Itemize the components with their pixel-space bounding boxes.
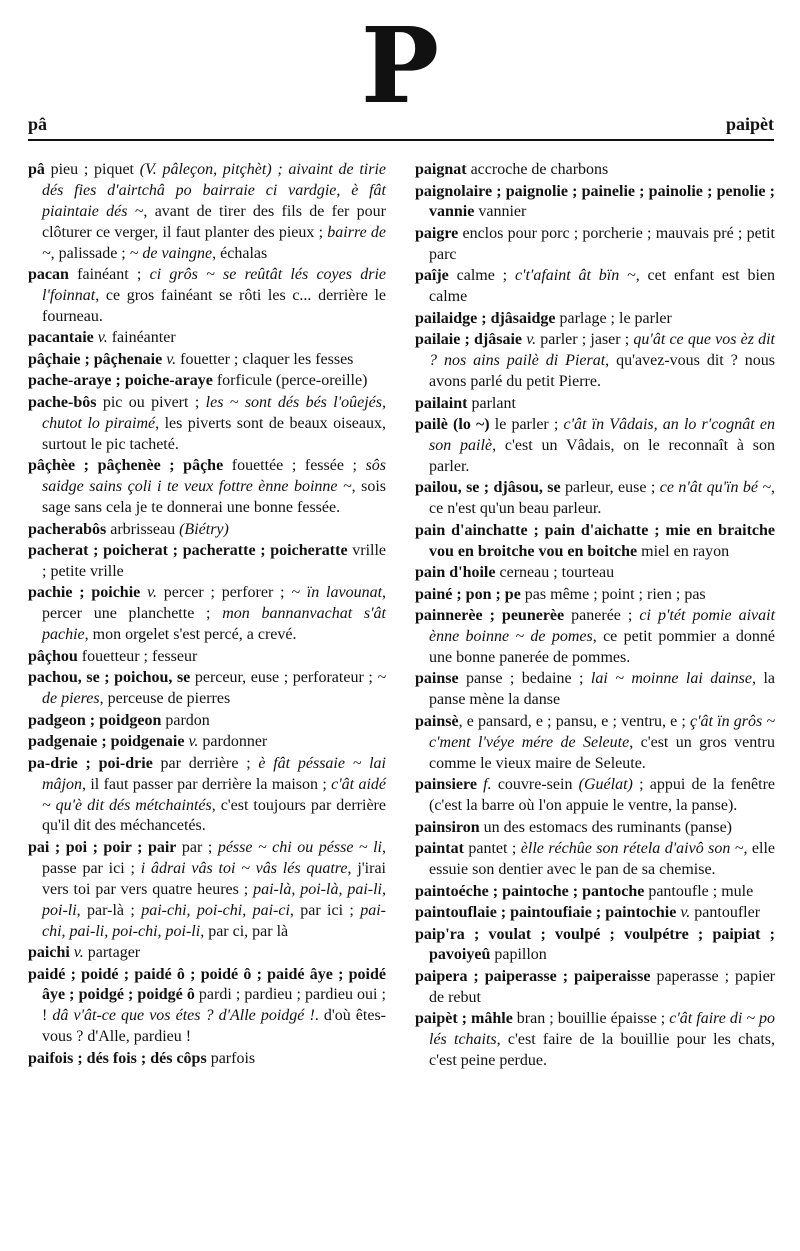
definition-text: parlage ; le parler bbox=[555, 309, 672, 327]
dictionary-entry bbox=[415, 882, 775, 903]
definition-text: ; appui de la fenêtre (c'est la barre où l'on appuie le ventre, la panse). bbox=[429, 776, 775, 815]
dictionary-entry bbox=[28, 328, 386, 349]
example-text: c'ât aidé ~ qu'è dit dés métchaintés bbox=[42, 775, 387, 814]
dictionary-entry bbox=[28, 393, 386, 456]
example-text: qu'ât ce que vos èz dit ? nos ains pailè di Pierat bbox=[429, 331, 776, 370]
definition-text: , ce n'est qu'un beau parleur. bbox=[429, 479, 776, 518]
example-text: c'ât ïn Vâdais, an lo r'cognât en son pailè bbox=[429, 416, 775, 454]
example-text: ci p'tét pomie aivait ènne boinne ~ de pomes bbox=[429, 607, 776, 646]
example-text: ~ de pieres bbox=[42, 669, 387, 708]
dictionary-entry bbox=[415, 903, 775, 924]
definition-text: panerée ; bbox=[564, 607, 640, 625]
dictionary-entry bbox=[415, 712, 775, 775]
definition-text: , ce petit pommier a donné une bonne panerée de pommes. bbox=[429, 628, 776, 666]
headword: paipèt ; mâhle bbox=[415, 1010, 513, 1028]
definition-text: paperasse ; papier de rebut bbox=[429, 967, 776, 1006]
definition-text: miel en rayon bbox=[637, 542, 730, 560]
example-text: c't'afaint ât bïn ~ bbox=[514, 267, 636, 285]
dictionary-entry bbox=[415, 818, 775, 839]
definition-text: , les piverts sont de beaux oiseaux, surtout le pic tacheté. bbox=[42, 414, 387, 453]
definition-text: parfois bbox=[206, 1049, 256, 1067]
definition-text: parler ; jaser ; bbox=[536, 331, 634, 349]
example-text: ci grôs ~ se reûtât lés coyes drie l'foinnat bbox=[42, 266, 387, 305]
definition-text: pardi ; pardieu ; pardieu oui ; ! bbox=[42, 986, 386, 1025]
dictionary-entry bbox=[28, 668, 386, 710]
headword: pâçhaie ; pâçhenaie bbox=[28, 350, 163, 368]
headword: padgeon ; poidgeon bbox=[28, 711, 162, 729]
definition-text: pantoufler bbox=[690, 904, 761, 921]
headword: pacherat ; poicherat ; pacheratte ; poicheratte bbox=[28, 542, 348, 560]
definition-text: , il faut passer par derrière la maison ; bbox=[82, 775, 332, 793]
section-letter: P bbox=[360, 4, 440, 127]
example-text: v. bbox=[166, 350, 177, 368]
definition-text: , c'est toujours par derrière qu'il dit des méchancetés. bbox=[42, 796, 386, 835]
dictionary-entry bbox=[415, 182, 775, 224]
dictionary-entry bbox=[28, 265, 386, 328]
definition-text: , c'est un gros ventru comme le vieux maire de Seleute. bbox=[429, 733, 775, 772]
example-text: c'ât faire di ~ po lés tchaits bbox=[429, 1010, 775, 1049]
dictionary-entry bbox=[28, 160, 386, 265]
example-text: pésse ~ chi ou pésse ~ li bbox=[217, 838, 383, 856]
dictionary-entry bbox=[28, 943, 386, 964]
dictionary-entry bbox=[28, 520, 386, 541]
headword: pacantaie bbox=[28, 329, 94, 347]
definition-text: , c'est faire de la bouillie pour les chats, c'est peine perdue. bbox=[429, 1031, 776, 1070]
dictionary-entry bbox=[415, 266, 775, 308]
example-text: ~ ïn lavounat bbox=[291, 584, 383, 602]
definition-text: , j'irai vers toi par vers quatre heures ; bbox=[42, 859, 386, 898]
headword: paip'ra ; voulat ; voulpé ; voulpétre ; paipiat ; pavoiyeû bbox=[415, 925, 775, 964]
definition-text: fouetteur ; fesseur bbox=[77, 647, 198, 665]
headword: pache-bôs bbox=[28, 393, 97, 411]
definition-text: fouetter ; claquer les fesses bbox=[176, 350, 354, 368]
definition-text: fainéant ; bbox=[68, 266, 150, 284]
definition-text: , sois sage sans cela je te donnerai une bonne fessée. bbox=[42, 478, 387, 517]
definition-text: . d'où êtes-vous ? d'Alle, pardieu ! bbox=[42, 1007, 387, 1046]
headword: pain d'ainchatte ; pain d'aichatte ; mie en braitche vou en broitche vou en boitche bbox=[415, 521, 775, 560]
dictionary-entry bbox=[415, 160, 775, 181]
definition-text: , ce gros fainéant se rôti les c... derrière le fourneau. bbox=[42, 287, 386, 325]
definition-text: pas même ; point ; rien ; pas bbox=[520, 585, 706, 603]
headword: paintouflaie ; paintoufiaie ; paintochie bbox=[415, 904, 677, 921]
dictionary-entry bbox=[28, 1049, 386, 1070]
right-column bbox=[415, 160, 775, 1073]
headword: pachie ; poichie bbox=[28, 584, 141, 602]
definition-text: , avant de tirer des fils de fer pour clôturer ce verger, il faut planter des pieux ; bbox=[42, 202, 386, 241]
dictionary-entry bbox=[28, 350, 386, 371]
example-text: è fât péssaie ~ lai mâjon bbox=[42, 754, 386, 793]
definition-text: perceur, euse ; perforateur ; bbox=[190, 669, 378, 687]
definition-text: papillon bbox=[490, 946, 547, 964]
dictionary-entry bbox=[415, 563, 775, 584]
headword: paigre bbox=[415, 224, 459, 242]
dictionary-entry bbox=[415, 415, 775, 478]
left-column bbox=[28, 160, 386, 1070]
dictionary-entry bbox=[28, 456, 386, 519]
headword: paidé ; poidé ; paidé ô ; poidé ô ; paidé âye ; poidé âye ; poidgé ; poidgé ô bbox=[28, 965, 386, 1004]
headword: painsè bbox=[415, 712, 459, 730]
definition-text: fainéanter bbox=[107, 329, 176, 347]
headword: pâ bbox=[28, 161, 45, 178]
definition-text: , cet enfant est bien calme bbox=[429, 267, 776, 306]
headword: pailaint bbox=[415, 394, 468, 412]
definition-text: vrille ; petite vrille bbox=[42, 542, 387, 580]
dictionary-entry bbox=[415, 224, 775, 266]
definition-text: calme ; bbox=[448, 267, 515, 285]
example-text: bairre de ~ bbox=[42, 223, 386, 262]
headword: paintoéche ; paintoche ; pantoche bbox=[415, 882, 645, 900]
dictionary-entry bbox=[415, 330, 775, 393]
example-text: v. bbox=[73, 944, 84, 962]
headword: pâçhou bbox=[28, 647, 78, 665]
definition-text: vannier bbox=[474, 203, 527, 221]
dictionary-entry bbox=[415, 967, 775, 1009]
definition-text: pantet ; bbox=[463, 840, 521, 858]
example-text: èlle réchûe son rétela d'aivô son ~ bbox=[520, 840, 744, 858]
definition-text: pantoufle ; mule bbox=[644, 882, 754, 900]
example-text: dâ v'ât-ce que vos étes ? d'Alle poidgé ! bbox=[52, 1007, 315, 1025]
definition-text: , c'est un Vâdais, on le reconnaît à son parler. bbox=[429, 436, 776, 475]
definition-text: , e pansard, e ; pansu, e ; ventru, e ; bbox=[458, 712, 690, 730]
headword: pain d'hoile bbox=[415, 564, 496, 582]
dictionary-entry bbox=[415, 478, 775, 520]
definition-text: , échalas bbox=[212, 244, 268, 262]
definition-text: , par ici ; bbox=[289, 901, 361, 919]
definition-text: pieu ; piquet bbox=[44, 161, 140, 178]
example-text: ç'ât ïn grôs ~ c'ment l'véye mére de Seleute bbox=[429, 712, 775, 751]
example-text: (V. pâleçon, pitçhèt) ; aivaint de tirie dés fies d'airtchâ po bairraie ci vardgie, è fât piaintaie dés ~ bbox=[42, 161, 386, 220]
dictionary-entry bbox=[28, 965, 386, 1049]
example-text: f. bbox=[483, 776, 492, 794]
headword: pacherabôs bbox=[28, 520, 107, 538]
dictionary-entry bbox=[28, 371, 386, 392]
definition-text: par derrière ; bbox=[152, 754, 259, 772]
dictionary-entry bbox=[415, 775, 775, 817]
definition-text: , perceuse de pierres bbox=[99, 690, 231, 708]
definition-text: , palissade ; bbox=[50, 244, 130, 262]
headword: pache-araye ; poiche-araye bbox=[28, 372, 213, 390]
definition-text: fouettée ; fessée ; bbox=[223, 457, 366, 475]
dictionary-entry bbox=[415, 394, 775, 415]
dictionary-entry bbox=[28, 754, 386, 838]
headword: painé ; pon ; pe bbox=[415, 585, 521, 603]
headword: paipera ; paiperasse ; paiperaisse bbox=[415, 967, 651, 985]
dictionary-entry bbox=[28, 732, 386, 753]
definition-text: , passe par ici ; bbox=[42, 838, 387, 877]
dictionary-entry bbox=[415, 669, 775, 711]
definition-text: par ; bbox=[176, 838, 218, 856]
definition-text: , percer une planchette ; bbox=[42, 584, 387, 623]
dictionary-entry bbox=[415, 839, 775, 881]
example-text: lai ~ moinne lai dainse bbox=[590, 670, 752, 688]
definition-text: accroche de charbons bbox=[466, 161, 609, 178]
definition-text: , par-là ; bbox=[76, 901, 142, 919]
dictionary-entry bbox=[415, 521, 775, 563]
definition-text: bran ; bouillie épaisse ; bbox=[512, 1010, 670, 1028]
running-head-left: pâ bbox=[28, 114, 48, 134]
definition-text: , par ci, par là bbox=[200, 922, 289, 940]
example-text: pai-là, poi-là, pai-li, poi-li bbox=[42, 880, 387, 919]
definition-text: arbrisseau bbox=[106, 520, 180, 538]
definition-text: , elle essuie son dentier avec le pan de sa chemise. bbox=[429, 840, 776, 878]
definition-text: enclos pour porc ; porcherie ; mauvais pré ; petit parc bbox=[429, 224, 775, 263]
example-text: sôs saidge sains çoli i te veux fottre ènne boinne ~ bbox=[42, 457, 387, 496]
header-rule bbox=[28, 139, 774, 141]
example-text: pai-chi, pai-li, poi-chi, poi-li bbox=[42, 901, 386, 940]
definition-text: un des estomacs des ruminants (panse) bbox=[479, 818, 733, 836]
dictionary-entry bbox=[415, 1009, 775, 1072]
example-text: v. bbox=[680, 904, 691, 921]
definition-text: , mon orgelet s'est percé, a crevé. bbox=[84, 626, 297, 644]
headword: pa-drie ; poi-drie bbox=[28, 754, 153, 772]
headword: pailou, se ; djâsou, se bbox=[415, 479, 561, 497]
dictionary-entry bbox=[415, 925, 775, 967]
headword: paignat bbox=[415, 161, 467, 178]
example-text: mon bannanvachat s'ât pachie bbox=[42, 605, 386, 644]
dictionary-entry bbox=[28, 838, 386, 943]
headword: painsiere bbox=[415, 776, 477, 794]
example-text: i âdrai vâs toi ~ vâs lés quatre bbox=[140, 859, 348, 877]
definition-text: pardon bbox=[161, 711, 210, 729]
example-text: ce n'ât qu'ïn bé ~ bbox=[659, 479, 772, 497]
example-text: v. bbox=[188, 733, 199, 751]
definition-text: parleur, euse ; bbox=[560, 479, 660, 497]
example-text: les ~ sont dés bés l'oûejés, chutot lo piraimé bbox=[42, 393, 387, 432]
dictionary-entry bbox=[28, 647, 386, 668]
example-text: (Biétry) bbox=[179, 520, 229, 538]
headword: paintat bbox=[415, 840, 464, 858]
headword: painsiron bbox=[415, 818, 480, 836]
headword: paifois ; dés fois ; dés côps bbox=[28, 1049, 207, 1067]
example-text: v. bbox=[97, 329, 108, 347]
example-text: pai-chi, poi-chi, pai-ci bbox=[141, 901, 290, 919]
headword: pâçhèe ; pâçhenèe ; pâçhe bbox=[28, 457, 224, 475]
definition-text: partager bbox=[83, 944, 141, 962]
headword: paignolaire ; paignolie ; painelie ; painolie ; penolie ; vannie bbox=[415, 182, 775, 221]
headword: pailè (lo ~) bbox=[415, 416, 490, 434]
headword: pailaidge ; djâsaidge bbox=[415, 309, 556, 327]
definition-text: parlant bbox=[467, 394, 516, 412]
example-text: v. bbox=[147, 584, 157, 602]
dictionary-entry bbox=[415, 309, 775, 330]
definition-text: , la panse mène la danse bbox=[429, 670, 775, 709]
running-head-right: paipèt bbox=[725, 114, 774, 134]
headword: pacan bbox=[28, 266, 69, 284]
example-text: (Guélat) bbox=[578, 776, 633, 794]
definition-text: percer ; perforer ; bbox=[156, 584, 292, 602]
headword: pachou, se ; poichou, se bbox=[28, 669, 191, 687]
example-text: ~ de vaingne bbox=[129, 244, 213, 262]
headword: painnerèe ; peunerèe bbox=[415, 607, 565, 625]
dictionary-entry bbox=[28, 583, 386, 646]
definition-text: le parler ; bbox=[489, 416, 564, 434]
definition-text: cerneau ; tourteau bbox=[495, 564, 615, 582]
headword: pailaie ; djâsaie bbox=[415, 331, 523, 349]
dictionary-entry bbox=[415, 585, 775, 606]
headword: paîje bbox=[415, 267, 449, 285]
definition-text: forficule (perce-oreille) bbox=[212, 372, 368, 390]
dictionary-entry bbox=[28, 711, 386, 732]
dictionary-entry bbox=[28, 541, 386, 583]
definition-text: panse ; bedaine ; bbox=[458, 670, 591, 688]
definition-text: couvre-sein bbox=[491, 776, 579, 794]
definition-text: pic ou pivert ; bbox=[96, 393, 206, 411]
headword: painse bbox=[415, 670, 459, 688]
headword: paichi bbox=[28, 944, 70, 962]
definition-text: pardonner bbox=[198, 733, 268, 751]
headword: pai ; poi ; poir ; pair bbox=[28, 838, 177, 856]
dictionary-entry bbox=[415, 606, 775, 669]
headword: padgenaie ; poidgenaie bbox=[28, 733, 185, 751]
example-text: v. bbox=[526, 331, 537, 349]
definition-text: , qu'avez-vous dit ? nous avons parlé du petit Pierre. bbox=[429, 352, 776, 391]
